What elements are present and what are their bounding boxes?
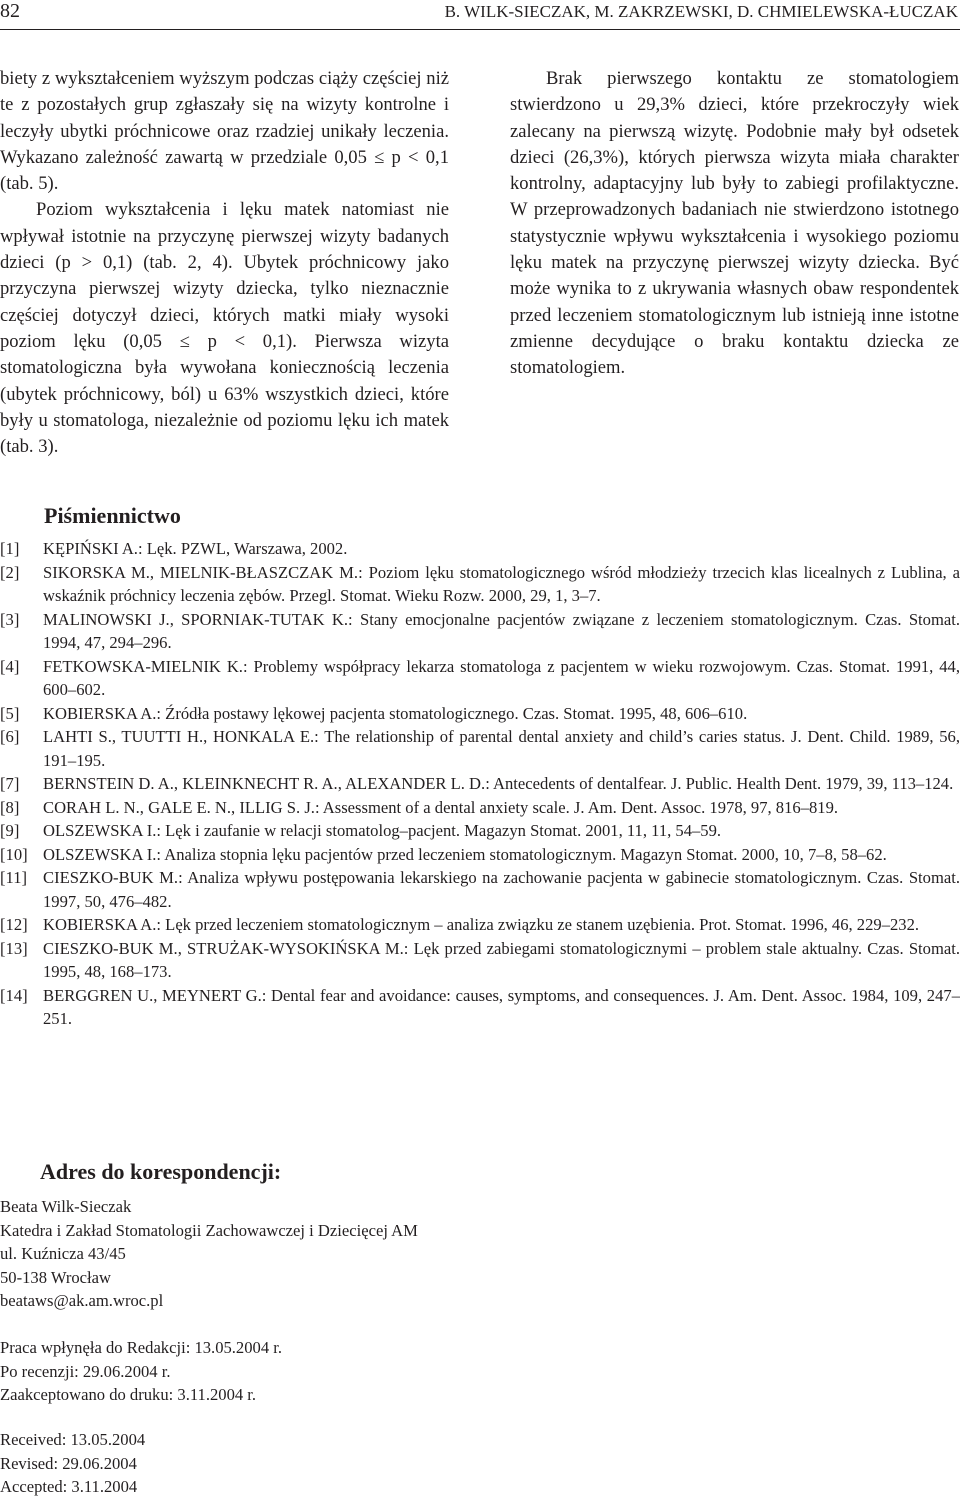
- references-list: [0, 537, 960, 1031]
- reference-text: : Lęk przed leczeniem stomatologicznym – analiza związku ze stanem uzębienia. Prot. Stomat. 1996, 46, 229–232.: [156, 915, 920, 934]
- page-number: 82: [0, 0, 20, 22]
- address-line: Beata Wilk-Sieczak: [0, 1197, 132, 1216]
- reference-number: [3]: [0, 609, 20, 629]
- reference-item: [0, 655, 960, 702]
- reference-authors: MALINOWSKI J., SPORNIAK-TUTAK K.: [43, 609, 349, 629]
- references-heading: Piśmiennictwo: [44, 503, 181, 528]
- reference-authors: KOBIERSKA A.: [43, 915, 157, 934]
- reference-number: [14]: [0, 985, 28, 1005]
- header-rule: [0, 29, 960, 30]
- reference-text: : Assessment of a dental anxiety scale. J. Am. Dent. Assoc. 1978, 97, 816–819.: [314, 797, 839, 817]
- reference-item: [0, 819, 960, 843]
- reference-number: [7]: [0, 774, 20, 793]
- reference-item: [0, 772, 960, 796]
- reference-text: : Poziom lęku stomatologicznego wśród młodzieży trzecich klas licealnych z Lublina, a wskaźnik próchnicy leczenia zębów. Przegl. Stomat. Wieku Rozw. 2000, 29, 1, 3–7.: [43, 562, 960, 605]
- date-line: Zaakceptowano do druku: 3.11.2004 r.: [0, 1385, 257, 1404]
- reference-text: : Lęk. PZWL, Warszawa, 2002.: [137, 539, 348, 558]
- reference-text: : Analiza wpływu postępowania lekarskiego na zachowanie pacjenta w gabinecie stomatologicznym. Czas. Stomat. 1997, 50, 476–482.: [43, 868, 960, 911]
- reference-number: [2]: [0, 562, 20, 582]
- date-line: Accepted: 3.11.2004: [0, 1477, 138, 1496]
- reference-number: [1]: [0, 539, 20, 558]
- address-line: ul. Kuźnicza 43/45: [0, 1244, 126, 1263]
- reference-authors: CIESZKO-BUK M., STRUŻAK-WYSOKIŃSKA M.: [43, 938, 404, 958]
- reference-text: : Lęk i zaufanie w relacji stomatolog–pacjent. Magazyn Stomat. 2001, 11, 11, 54–59.: [156, 821, 722, 840]
- reference-authors: CIESZKO-BUK M.: [43, 868, 179, 887]
- correspondence-heading: Adres do korespondencji:: [40, 1159, 282, 1184]
- reference-item: [0, 702, 960, 726]
- date-line: Revised: 29.06.2004: [0, 1453, 137, 1473]
- reference-number: [10]: [0, 844, 28, 864]
- left-text-column: [0, 66, 449, 460]
- right-text-column: [510, 66, 959, 382]
- address-line: 50-138 Wrocław: [0, 1267, 112, 1287]
- reference-item: [0, 866, 960, 913]
- reference-authors: BERGGREN U., MEYNERT G.: [43, 985, 262, 1005]
- reference-authors: SIKORSKA M., MIELNIK-BŁASZCZAK M.: [43, 562, 359, 582]
- reference-authors: BERNSTEIN D. A., KLEINKNECHT R. A., ALEXANDER L. D.: [43, 774, 486, 793]
- reference-item: [0, 725, 960, 772]
- reference-text: : Analiza stopnia lęku pacjentów przed leczeniem stomatologicznym. Magazyn Stomat. 2000, 10, 7–8, 58–62.: [156, 844, 887, 864]
- date-line: Po recenzji: 29.06.2004 r.: [0, 1361, 171, 1381]
- reference-authors: FETKOWSKA-MIELNIK K.: [43, 656, 243, 676]
- date-line: Received: 13.05.2004: [0, 1430, 146, 1449]
- reference-text: : The relationship of parental dental anxiety and child’s caries status. J. Dent. Child. 1989, 56, 191–195.: [43, 727, 960, 770]
- reference-number: [5]: [0, 703, 20, 723]
- body-paragraph: Brak pierwszego kontaktu ze stomatologiem stwierdzono u 29,3% dzieci, które przekroczyły wiek zalecany na pierwszą wizytę. Podobnie mały był odsetek dzieci (26,3%), których pierwsza wizyta miała charakter kontrolny, adaptacyjny lub były to zabiegi profilaktyczne. W przeprowadzonych badaniach nie stwierdzono istotnego statystycznie wpływu wykształcenia i wysokiego poziomu lęku matek na przyczynę pierwszej wizyty dziecka. Być może wynika to z ukrywania własnych obaw respondentek przed leczeniem stomatologicznym lub istnieją inne istotne zmienne decydujące o braku kontaktu dziecka ze stomatologiem.: [510, 68, 959, 379]
- reference-text: : Stany emocjonalne pacjentów związane z leczeniem stomatologicznym. Czas. Stomat. 1994, 47, 294–296.: [43, 609, 960, 652]
- submission-dates-pl: [0, 1336, 282, 1407]
- date-line: Praca wpłynęła do Redakcji: 13.05.2004 r.: [0, 1338, 283, 1357]
- reference-number: [9]: [0, 821, 20, 840]
- email-line: beataws@ak.am.wroc.pl: [0, 1291, 164, 1310]
- body-paragraph: Poziom wykształcenia i lęku matek natomiast nie wpływał istotnie na przyczynę pierwszej wizyty badanych dzieci (p > 0,1) (tab. 2, 4). Ubytek próchnicowy jako przyczyna pierwszej wizyty dziecka, tylko nieznacznie częściej dotyczył dzieci, których matki miały wysoki poziom lęku (0,05 ≤ p < 0,1). Pierwsza wizyta stomatologiczna była wywołana koniecznością leczenia (ubytek próchnicowy, ból) u 63% wszystkich dzieci, które były u stomatologa, niezależnie od poziomu lęku ich matek (tab. 3).: [0, 199, 449, 458]
- reference-authors: CORAH L. N., GALE E. N., ILLIG S. J.: [43, 797, 315, 817]
- submission-dates-en: [0, 1428, 145, 1499]
- reference-text: : Antecedents of dentalfear. J. Public. Health Dent. 1979, 39, 113–124.: [485, 774, 954, 793]
- reference-item: [0, 561, 960, 608]
- reference-number: [13]: [0, 938, 28, 958]
- reference-item: [0, 537, 960, 561]
- reference-text: : Lęk przed zabiegami stomatologicznymi – problem stale aktualny. Czas. Stomat. 1995, 48, 168–173.: [43, 938, 960, 981]
- reference-number: [4]: [0, 656, 20, 676]
- reference-item: [0, 913, 960, 937]
- reference-number: [11]: [0, 868, 28, 887]
- reference-text: : Dental fear and avoidance: causes, symptoms, and consequences. J. Am. Dent. Assoc. 1984, 109, 247–251.: [43, 985, 960, 1028]
- reference-text: : Źródła postawy lękowej pacjenta stomatologicznego. Czas. Stomat. 1995, 48, 606–610.: [156, 703, 748, 723]
- reference-number: [12]: [0, 915, 28, 934]
- reference-number: [8]: [0, 797, 20, 817]
- reference-item: [0, 796, 960, 820]
- reference-item: [0, 984, 960, 1031]
- body-paragraph: biety z wykształceniem wyższym podczas ciąży częściej niż te z pozostałych grup zgłaszały się na wizyty kontrolne i leczyły ubytki próchnicowe oraz rzadziej unikały leczenia. Wykazano zależność zawartą w przedziale 0,05 ≤ p < 0,1 (tab. 5).: [0, 68, 449, 195]
- reference-item: [0, 608, 960, 655]
- running-head: B. WILK-SIECZAK, M. ZAKRZEWSKI, D. CHMIELEWSKA-ŁUCZAK: [444, 2, 958, 21]
- reference-authors: LAHTI S., TUUTTI H., HONKALA E.: [43, 727, 315, 746]
- reference-authors: OLSZEWSKA I.: [43, 844, 157, 864]
- reference-authors: KĘPIŃSKI A.: [43, 539, 138, 558]
- reference-text: : Problemy współpracy lekarza stomatologa z pacjentem w wieku rozwojowym. Czas. Stomat. 1991, 44, 600–602.: [43, 656, 960, 699]
- reference-authors: KOBIERSKA A.: [43, 703, 157, 723]
- correspondence-address: [0, 1195, 418, 1313]
- reference-authors: OLSZEWSKA I.: [43, 821, 157, 840]
- reference-item: [0, 843, 960, 867]
- reference-item: [0, 937, 960, 984]
- reference-number: [6]: [0, 727, 20, 746]
- address-line: Katedra i Zakład Stomatologii Zachowawczej i Dziecięcej AM: [0, 1220, 418, 1240]
